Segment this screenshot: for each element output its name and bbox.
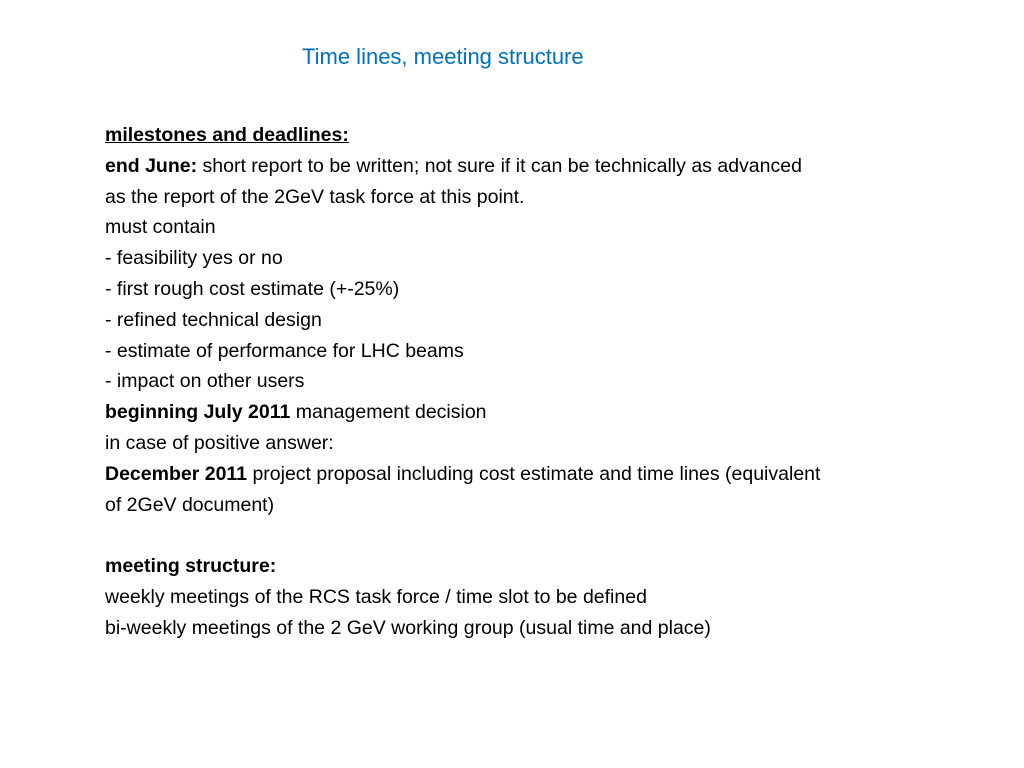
december-line — [105, 459, 985, 490]
milestones-heading-line — [105, 120, 985, 151]
july-label: beginning July 2011 — [105, 401, 291, 424]
list-item-feasibility: - feasibility yes or no — [105, 247, 283, 270]
weekly-meetings-text: weekly meetings of the RCS task force / time slot to be defined — [105, 585, 647, 608]
end-june-line — [105, 151, 985, 182]
july-text: management decision — [290, 401, 487, 424]
end-june-label: end June: — [105, 154, 198, 177]
milestones-heading: milestones and deadlines: — [105, 124, 349, 146]
end-june-continuation: as the report of the 2GeV task force at this point. — [105, 185, 525, 208]
list-item-performance: - estimate of performance for LHC beams — [105, 339, 464, 362]
meeting-heading-line — [105, 551, 985, 582]
slide-title: Time lines, meeting structure — [302, 44, 584, 69]
must-contain-text: must contain — [105, 216, 216, 239]
list-item-cost-estimate: - first rough cost estimate (+-25%) — [105, 277, 400, 300]
end-june-text: short report to be written; not sure if it can be technically as advanced — [197, 154, 802, 177]
meeting-heading: meeting structure: — [105, 555, 277, 578]
december-text: project proposal including cost estimate and time lines (equivalent — [247, 462, 821, 485]
december-continuation: of 2GeV document) — [105, 493, 275, 516]
july-line — [105, 397, 985, 428]
biweekly-meetings-text: bi-weekly meetings of the 2 GeV working group (usual time and place) — [105, 616, 711, 639]
slide-body — [105, 120, 985, 644]
list-item-impact: - impact on other users — [105, 370, 305, 393]
list-item-technical-design: - refined technical design — [105, 308, 322, 331]
positive-answer-text: in case of positive answer: — [105, 431, 334, 454]
december-label: December 2011 — [105, 462, 248, 485]
spacer — [105, 520, 985, 551]
